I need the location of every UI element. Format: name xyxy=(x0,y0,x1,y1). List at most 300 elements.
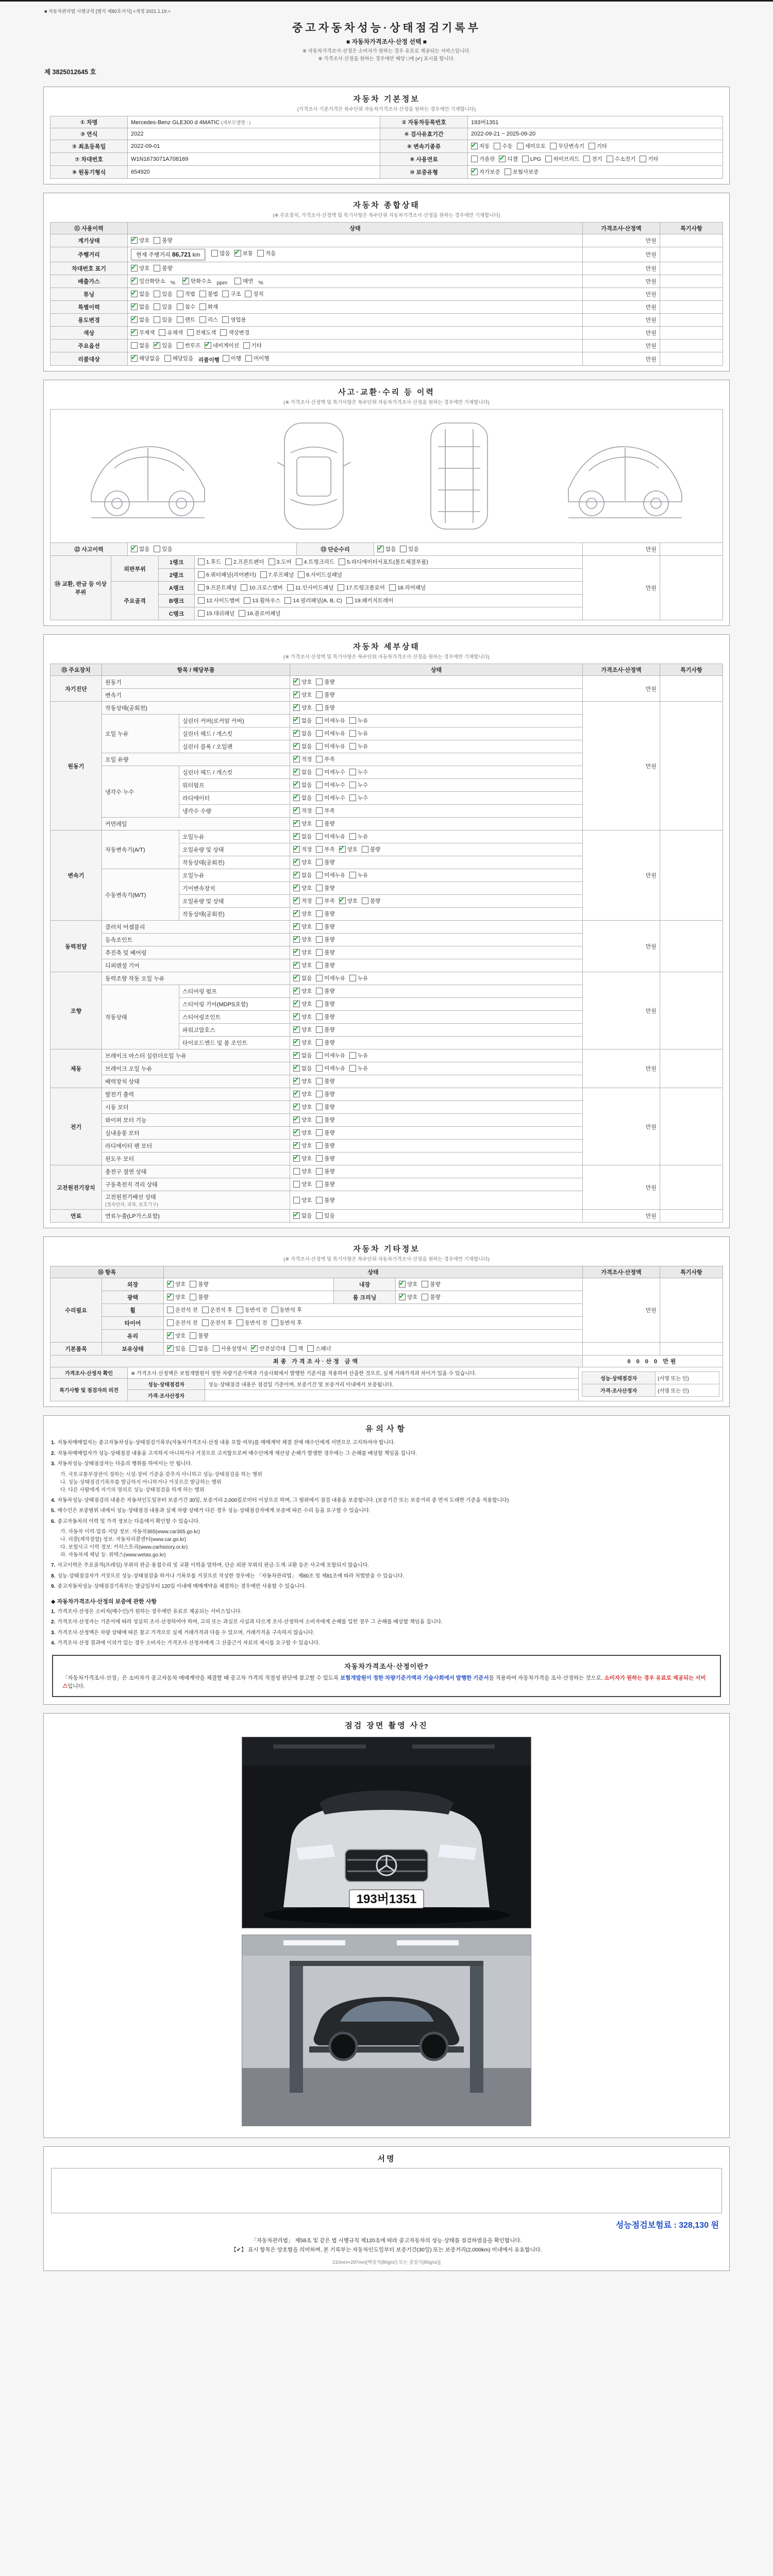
checkbox-option[interactable] xyxy=(307,1345,331,1352)
checkbox-label: 불량 xyxy=(198,1294,209,1300)
checkbox-option[interactable] xyxy=(293,936,312,943)
checkbox-option[interactable] xyxy=(349,768,368,776)
checkbox-option[interactable] xyxy=(349,1064,368,1072)
checkbox-option[interactable] xyxy=(293,742,312,750)
checkbox-checked-icon xyxy=(167,1281,174,1287)
checkbox-option[interactable] xyxy=(167,1280,186,1288)
checkbox-option[interactable] xyxy=(589,142,607,150)
usage-history-row xyxy=(51,314,723,327)
checkbox-option[interactable] xyxy=(154,545,172,553)
signature-area[interactable] xyxy=(51,2168,722,2213)
checkbox-option[interactable] xyxy=(349,781,368,789)
checkbox-option[interactable] xyxy=(494,142,512,150)
device-item-label: 원동기 xyxy=(102,676,290,689)
checkbox-option[interactable] xyxy=(316,755,334,763)
checkbox-option[interactable] xyxy=(316,833,345,840)
checkbox-option[interactable] xyxy=(339,558,428,566)
checkbox-option[interactable] xyxy=(198,609,234,617)
checkbox-label: 불량 xyxy=(430,1281,441,1287)
checkbox-option[interactable] xyxy=(154,264,172,272)
checkbox-option[interactable] xyxy=(362,897,380,905)
warranty-type-options xyxy=(468,166,723,179)
checkbox-option[interactable] xyxy=(244,597,280,604)
signature-title: 서명 xyxy=(377,2155,396,2164)
checkbox-option[interactable] xyxy=(245,290,263,298)
checkbox-option[interactable] xyxy=(471,168,500,176)
checkbox-option[interactable] xyxy=(505,168,539,176)
checkbox-option[interactable] xyxy=(316,820,334,827)
checkbox-label: 양호 xyxy=(301,705,312,711)
checkbox-icon xyxy=(316,988,323,994)
definition-text-5: 입니다. xyxy=(68,1683,85,1690)
checkbox-option[interactable] xyxy=(316,948,334,956)
checkbox-option[interactable] xyxy=(316,1212,334,1219)
checkbox-option[interactable] xyxy=(190,1345,208,1352)
checkbox-option[interactable] xyxy=(339,845,358,853)
checkbox-option[interactable] xyxy=(293,1013,312,1021)
checkbox-option[interactable] xyxy=(293,1026,312,1033)
checkbox-option[interactable] xyxy=(220,329,249,336)
checkbox-option[interactable] xyxy=(243,342,262,349)
checkbox-icon xyxy=(316,1065,323,1072)
panel-group-label: 주요골격 xyxy=(111,582,159,620)
checkbox-option[interactable] xyxy=(316,1142,334,1149)
checkbox-option[interactable] xyxy=(131,329,155,336)
checkbox-option[interactable] xyxy=(293,1103,312,1111)
checkbox-icon xyxy=(243,342,250,349)
checkbox-option[interactable] xyxy=(293,1116,312,1124)
checkbox-option[interactable] xyxy=(349,833,368,840)
checkbox-label: 양호 xyxy=(301,821,312,827)
checkbox-option[interactable] xyxy=(471,142,490,150)
checkbox-option[interactable] xyxy=(293,807,312,815)
checkbox-label: 미세누유 xyxy=(324,1065,345,1072)
checkbox-label: 양호 xyxy=(175,1333,186,1339)
checkbox-option[interactable] xyxy=(346,597,393,604)
checkbox-option[interactable] xyxy=(293,871,312,879)
checkbox-option[interactable] xyxy=(131,303,149,311)
checkbox-option[interactable] xyxy=(202,1306,233,1314)
checkbox-icon xyxy=(316,691,323,698)
checkbox-option[interactable] xyxy=(272,1306,303,1314)
checkbox-option[interactable] xyxy=(471,155,495,163)
checkbox-option[interactable] xyxy=(131,545,149,553)
checkbox-option[interactable] xyxy=(234,249,253,257)
checkbox-label: 불량 xyxy=(324,1014,335,1020)
checkbox-option[interactable] xyxy=(293,987,312,995)
misc-row xyxy=(51,1278,723,1291)
checkbox-label: 불량 xyxy=(369,898,381,904)
accident-summary-table xyxy=(50,543,723,556)
checkbox-option[interactable] xyxy=(293,961,312,969)
checkbox-option[interactable] xyxy=(177,316,195,324)
checkbox-option[interactable] xyxy=(187,329,216,336)
checkbox-label: 기타 xyxy=(648,156,659,162)
usage-history-row xyxy=(51,327,723,340)
checkbox-option[interactable] xyxy=(316,1013,334,1021)
checkbox-option[interactable] xyxy=(316,807,334,815)
checkbox-option[interactable] xyxy=(349,730,368,737)
checkbox-option[interactable] xyxy=(316,1167,334,1175)
header-section xyxy=(43,18,730,78)
checkbox-option[interactable] xyxy=(316,704,334,711)
checkbox-label: 양호 xyxy=(301,950,312,956)
checkbox-option[interactable] xyxy=(293,845,312,853)
notice-sub-item: 가. 자동차 이력·압류·저당 정보: 자동차365(www.car365.go.kr) xyxy=(60,1529,200,1535)
checkbox-option[interactable] xyxy=(316,961,334,969)
checkbox-group xyxy=(131,344,177,350)
overall-condition-note: (※ 주요장치, 가격조사·산정액 및 특기사항은 복수단위 자동차가격조사·산정을 원하는 경우에만 기재합니다) xyxy=(273,213,500,218)
misc-item-label: 내장 xyxy=(334,1278,396,1291)
checkbox-option[interactable] xyxy=(316,987,334,995)
checkbox-label: 없음 xyxy=(198,1346,209,1352)
price-cell: 만원 xyxy=(583,288,660,301)
checkbox-checked-icon xyxy=(293,923,300,930)
notice-item-number: 3. xyxy=(51,1461,56,1467)
checkbox-option[interactable] xyxy=(154,342,172,349)
checkbox-option[interactable] xyxy=(389,584,426,591)
checkbox-option[interactable] xyxy=(293,1039,312,1046)
checkbox-label: 불량 xyxy=(430,1294,441,1300)
checkbox-option[interactable] xyxy=(349,1052,368,1059)
checkbox-option[interactable] xyxy=(349,974,368,982)
checkbox-option[interactable] xyxy=(167,1293,186,1301)
checkbox-option[interactable] xyxy=(316,1064,345,1072)
checkbox-option[interactable] xyxy=(296,558,334,566)
checkbox-option[interactable] xyxy=(182,277,212,285)
checkbox-option[interactable] xyxy=(293,1052,312,1059)
checkbox-option[interactable] xyxy=(316,678,334,686)
inspection-photo-lift xyxy=(242,1935,531,2126)
engine-type-value: 654920 xyxy=(128,166,380,179)
checkbox-group xyxy=(167,1321,306,1328)
checkbox-option[interactable] xyxy=(349,717,368,724)
checkbox-option[interactable] xyxy=(131,264,149,272)
device-part-label: 실린더 헤드 / 개스킷 xyxy=(179,766,290,779)
notice-sub-item: 가. 국토교통부장관이 정하는 시설·장비 기준을 갖추지 아니하고 성능·상태점검을 하는 행위 xyxy=(60,1471,262,1478)
checkbox-option[interactable] xyxy=(293,1180,312,1188)
checkbox-option[interactable] xyxy=(199,290,218,298)
checkbox-option[interactable] xyxy=(167,1319,198,1327)
checkbox-label: 9.프론트패널 xyxy=(206,585,237,591)
checkbox-option[interactable] xyxy=(316,691,334,699)
checkbox-option[interactable] xyxy=(316,1155,334,1162)
checkbox-option[interactable] xyxy=(293,858,312,866)
form-reference: ■ 자동차관리법 시행규칙 [별지 제80호서식] <개정 2021.1.19.> xyxy=(44,9,171,14)
checkbox-option[interactable] xyxy=(131,236,149,244)
checkbox-option[interactable] xyxy=(316,1052,345,1059)
device-state xyxy=(290,1075,583,1088)
checkbox-option[interactable] xyxy=(251,1345,285,1352)
detail-row xyxy=(51,1210,723,1223)
usage-item-state xyxy=(128,352,583,366)
checkbox-option[interactable] xyxy=(316,1026,334,1033)
checkbox-icon xyxy=(316,1155,323,1162)
checkbox-option[interactable] xyxy=(399,1280,417,1288)
checkbox-option[interactable] xyxy=(293,1000,312,1008)
panel-remark-cell xyxy=(660,556,723,620)
checkbox-option[interactable] xyxy=(167,1306,198,1314)
checkbox-option[interactable] xyxy=(377,545,396,553)
checkbox-option[interactable] xyxy=(339,897,358,905)
device-state xyxy=(290,972,583,985)
checkbox-option[interactable] xyxy=(177,290,195,298)
checkbox-label: 적음 xyxy=(265,250,276,257)
checkbox-option[interactable] xyxy=(338,584,384,591)
checkbox-option[interactable] xyxy=(154,316,172,324)
appraiser-sign-field[interactable]: (서명 또는 인) xyxy=(656,1384,719,1397)
checkbox-icon xyxy=(222,316,229,323)
price-appraisal-note-1: ※ 자동차가격조사·산정은 소비자가 원하는 경우 유료로 제공되는 서비스입니다. xyxy=(303,48,470,54)
notice-sub-item: 나. 성능·상태점검기록부를 발급하지 아니하거나 거짓으로 발급하는 행위 xyxy=(60,1479,222,1485)
checkbox-option[interactable] xyxy=(154,303,172,311)
checkbox-option[interactable] xyxy=(222,316,246,324)
checkbox-label: 미세누유 xyxy=(324,872,345,878)
checkbox-option[interactable] xyxy=(237,1319,267,1327)
checkbox-option[interactable] xyxy=(362,845,380,853)
checkbox-option[interactable] xyxy=(190,1293,208,1301)
checkbox-label: 부족 xyxy=(324,846,335,853)
notice-sub-item: 다. 보험사고 이력 정보: 카히스토리(www.carhistory.or.kr) xyxy=(60,1545,188,1550)
checkbox-checked-icon xyxy=(293,936,300,943)
checkbox-checked-icon xyxy=(339,846,346,853)
checkbox-option[interactable] xyxy=(316,742,345,750)
checkbox-option[interactable] xyxy=(245,354,269,362)
checkbox-option[interactable] xyxy=(177,303,195,311)
checkbox-label: 양호 xyxy=(301,1197,312,1204)
checkbox-option[interactable] xyxy=(349,794,368,802)
checkbox-option[interactable] xyxy=(223,354,241,362)
checkbox-option[interactable] xyxy=(499,155,517,163)
checkbox-option[interactable] xyxy=(257,249,276,257)
checkbox-option[interactable] xyxy=(349,871,368,879)
checkbox-option[interactable] xyxy=(260,571,294,579)
checkbox-option[interactable] xyxy=(316,923,334,930)
checkbox-option[interactable] xyxy=(198,597,240,604)
checkbox-option[interactable] xyxy=(293,833,312,840)
checkbox-option[interactable] xyxy=(293,910,312,918)
checkbox-label: 유채색 xyxy=(167,330,183,336)
checkbox-option[interactable] xyxy=(290,1345,303,1352)
checkbox-option[interactable] xyxy=(199,303,218,311)
checkbox-option[interactable] xyxy=(316,1129,334,1137)
checkbox-option[interactable] xyxy=(213,1345,247,1352)
checkbox-option[interactable] xyxy=(293,781,312,789)
checkbox-label: 누수 xyxy=(357,782,368,788)
checkbox-option[interactable] xyxy=(399,1293,417,1301)
checkbox-option[interactable] xyxy=(316,936,334,943)
checkbox-icon xyxy=(239,610,245,617)
checkbox-label: 10.크로스멤버 xyxy=(249,585,283,591)
checkbox-option[interactable] xyxy=(293,1142,312,1149)
inspector-role: 성능·상태점검자 xyxy=(582,1372,656,1384)
checkbox-option[interactable] xyxy=(241,584,282,591)
checkbox-option[interactable] xyxy=(316,910,334,918)
checkbox-option[interactable] xyxy=(293,884,312,892)
checkbox-label: 미세누유 xyxy=(324,718,345,724)
checkbox-option[interactable] xyxy=(550,142,584,150)
checkbox-label: 없음 xyxy=(385,546,396,552)
checkbox-option[interactable] xyxy=(293,794,312,802)
checkbox-label: 적정 xyxy=(301,756,312,762)
checkbox-option[interactable] xyxy=(316,897,334,905)
checkbox-option[interactable] xyxy=(293,730,312,737)
checkbox-option[interactable] xyxy=(293,820,312,827)
checkbox-option[interactable] xyxy=(298,571,342,579)
col-detail-state: 상태 xyxy=(290,664,583,676)
checkbox-option[interactable] xyxy=(131,354,160,362)
device-remark-cell xyxy=(660,1165,723,1210)
checkbox-option[interactable] xyxy=(316,794,345,802)
checkbox-option[interactable] xyxy=(293,948,312,956)
checkbox-option[interactable] xyxy=(198,571,256,579)
checkbox-option[interactable] xyxy=(293,1129,312,1137)
checkbox-option[interactable] xyxy=(293,1090,312,1098)
checkbox-option[interactable] xyxy=(400,545,418,553)
checkbox-icon xyxy=(316,923,323,930)
checkbox-option[interactable] xyxy=(190,1332,208,1340)
checkbox-option[interactable] xyxy=(316,871,345,879)
checkbox-option[interactable] xyxy=(198,584,237,591)
checkbox-option[interactable] xyxy=(131,277,165,285)
device-state xyxy=(290,882,583,895)
checkbox-option[interactable] xyxy=(202,1319,233,1327)
checkbox-option[interactable] xyxy=(349,742,368,750)
warranty-notice-number: 3. xyxy=(51,1630,56,1636)
checkbox-group xyxy=(293,990,339,996)
checkbox-option[interactable] xyxy=(293,704,312,711)
checkbox-option[interactable] xyxy=(293,1167,312,1175)
checkbox-option[interactable] xyxy=(205,342,239,349)
checkbox-option[interactable] xyxy=(131,316,149,324)
checkbox-label: 불량 xyxy=(324,1091,335,1097)
checkbox-checked-icon xyxy=(293,975,300,981)
checkbox-option[interactable] xyxy=(164,354,194,362)
checkbox-option[interactable] xyxy=(199,316,218,324)
checkbox-option[interactable] xyxy=(293,755,312,763)
checkbox-option[interactable] xyxy=(177,342,200,349)
checkbox-option[interactable] xyxy=(287,584,334,591)
checkbox-option[interactable] xyxy=(239,609,280,617)
checkbox-option[interactable] xyxy=(293,768,312,776)
checkbox-option[interactable] xyxy=(211,249,230,257)
definition-text-1: 「자동차가격조사·산정」은 소비자가 중고자동차 매매계약을 체결할 때 중고차 가격의 적절성 판단에 참고할 수 있도록 xyxy=(62,1674,341,1681)
checkbox-group xyxy=(177,306,223,312)
checkbox-option[interactable] xyxy=(131,290,149,298)
checkbox-option[interactable] xyxy=(293,1155,312,1162)
checkbox-icon xyxy=(349,833,356,840)
checkbox-group xyxy=(293,977,372,983)
checkbox-checked-icon xyxy=(339,897,346,904)
col-misc-item: ⑯ 항목 xyxy=(51,1266,164,1278)
checkbox-option[interactable] xyxy=(190,1280,208,1288)
checkbox-option[interactable] xyxy=(316,1039,334,1046)
checkbox-label: 13.휠하우스 xyxy=(252,598,281,604)
overall-condition-title: 자동차 종합상태 xyxy=(353,201,420,210)
checkbox-group xyxy=(293,1067,372,1073)
checkbox-option[interactable] xyxy=(293,974,312,982)
checkbox-option[interactable] xyxy=(154,290,172,298)
checkbox-option[interactable] xyxy=(284,597,342,604)
checkbox-option[interactable] xyxy=(293,897,312,905)
license-plate-number: 193버1351 xyxy=(356,1892,417,1907)
checkbox-group xyxy=(223,357,274,363)
remark-cell xyxy=(660,314,723,327)
checkbox-option[interactable] xyxy=(293,1212,312,1219)
checkbox-icon xyxy=(190,1294,196,1300)
checkbox-option[interactable] xyxy=(293,1196,312,1204)
checkbox-option[interactable] xyxy=(316,717,345,724)
checkbox-option[interactable] xyxy=(234,277,253,285)
detail-row xyxy=(51,1165,723,1178)
checkbox-option[interactable] xyxy=(237,1306,267,1314)
checkbox-option[interactable] xyxy=(316,1000,334,1008)
checkbox-icon xyxy=(389,584,396,591)
checkbox-option[interactable] xyxy=(167,1345,186,1352)
checkbox-option[interactable] xyxy=(522,156,541,162)
checkbox-option[interactable] xyxy=(316,1116,334,1124)
checkbox-option[interactable] xyxy=(583,155,602,163)
checkbox-option[interactable] xyxy=(293,1077,312,1085)
checkbox-option[interactable] xyxy=(167,1332,186,1340)
checkbox-option[interactable] xyxy=(316,1077,334,1085)
checkbox-option[interactable] xyxy=(316,1180,334,1188)
device-state xyxy=(290,1049,583,1062)
checkbox-option[interactable] xyxy=(316,858,334,866)
checkbox-label: 스패너 xyxy=(315,1346,331,1352)
checkbox-option[interactable] xyxy=(316,1103,334,1111)
checkbox-option[interactable] xyxy=(131,342,149,349)
device-item-label: 구동축전지 격리 상태 xyxy=(102,1178,290,1191)
checkbox-option[interactable] xyxy=(316,974,345,982)
checkbox-option[interactable] xyxy=(293,1064,312,1072)
checkbox-checked-icon xyxy=(293,1116,300,1123)
checkbox-option[interactable] xyxy=(316,781,345,789)
checkbox-checked-icon xyxy=(131,355,138,362)
checkbox-option[interactable] xyxy=(293,717,312,724)
checkbox-option[interactable] xyxy=(517,142,546,150)
inspector-sign-field[interactable]: (서명 또는 인) xyxy=(656,1372,719,1384)
checkbox-checked-icon xyxy=(293,1013,300,1020)
checkbox-option[interactable] xyxy=(422,1293,440,1301)
checkbox-option[interactable] xyxy=(293,691,312,699)
checkbox-icon xyxy=(400,546,407,552)
checkbox-option[interactable] xyxy=(293,923,312,930)
checkbox-option[interactable] xyxy=(268,558,292,566)
checkbox-option[interactable] xyxy=(154,236,172,244)
checkbox-option[interactable] xyxy=(316,884,334,892)
checkbox-option[interactable] xyxy=(316,768,345,776)
checkbox-option[interactable] xyxy=(225,558,264,566)
checkbox-option[interactable] xyxy=(316,1090,334,1098)
checkbox-option[interactable] xyxy=(198,558,221,566)
checkbox-option[interactable] xyxy=(316,1196,334,1204)
checkbox-checked-icon xyxy=(293,1078,300,1084)
checkbox-option[interactable] xyxy=(316,730,345,737)
checkbox-option[interactable] xyxy=(422,1280,440,1288)
checkbox-option[interactable] xyxy=(159,329,182,336)
checkbox-option[interactable] xyxy=(640,155,658,163)
checkbox-option[interactable] xyxy=(222,290,241,298)
checkbox-checked-icon xyxy=(377,546,384,552)
checkbox-group xyxy=(131,267,177,273)
checkbox-option[interactable] xyxy=(607,155,636,163)
checkbox-option[interactable] xyxy=(545,155,580,163)
checkbox-option[interactable] xyxy=(293,678,312,686)
checkbox-icon xyxy=(362,897,368,904)
checkbox-option[interactable] xyxy=(272,1319,303,1327)
checkbox-option[interactable] xyxy=(316,845,334,853)
